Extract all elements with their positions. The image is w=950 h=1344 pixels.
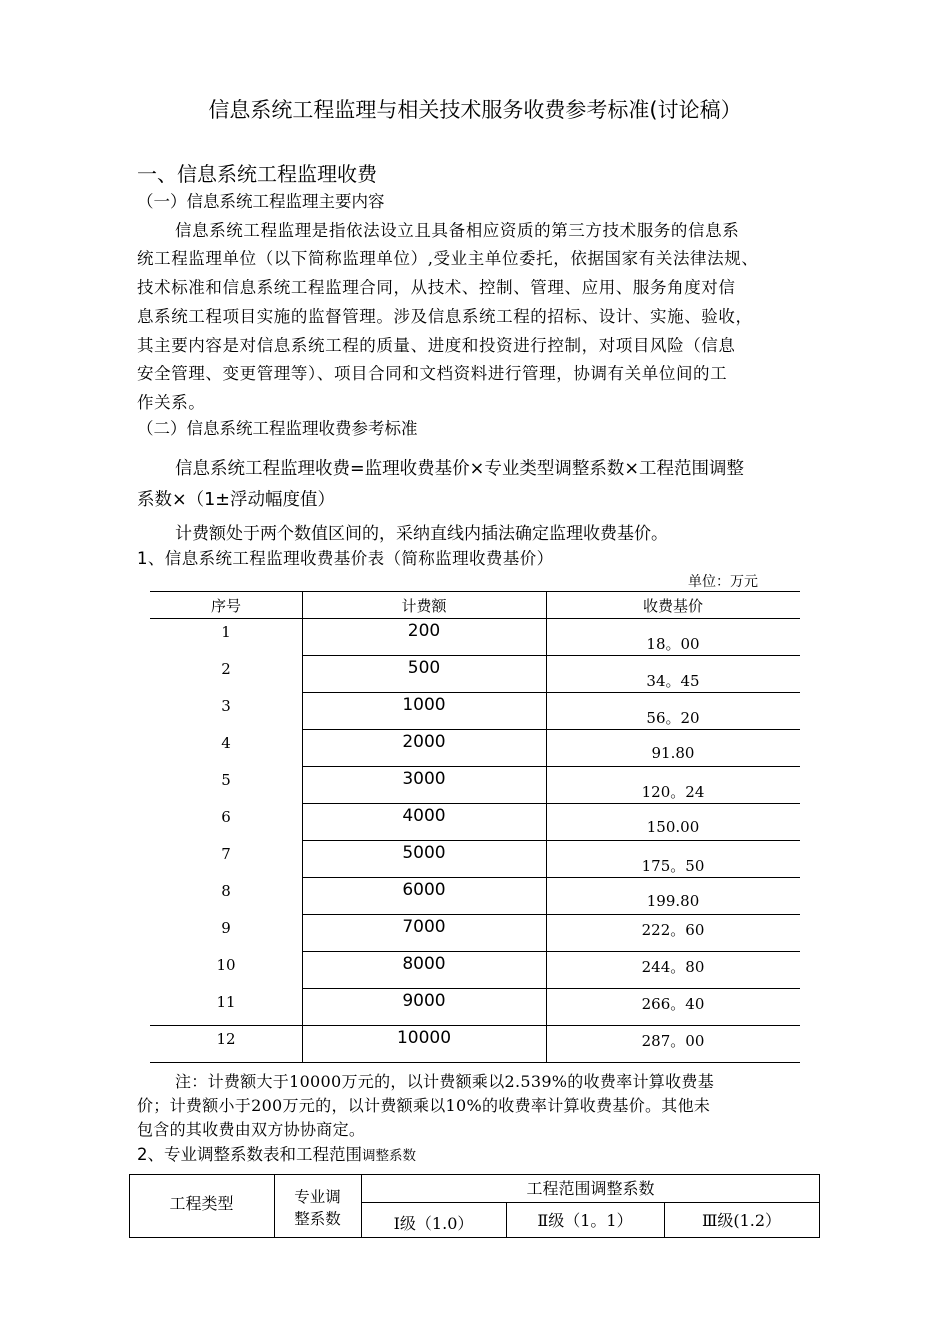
level-1: Ⅰ级（1.0） — [393, 1214, 474, 1233]
row-fee: 199.80 — [646, 892, 700, 910]
table-row — [150, 729, 800, 766]
table-row — [150, 877, 800, 914]
row-no: 3 — [221, 697, 231, 715]
row-fee: 244。80 — [641, 958, 705, 976]
col-prof-coef-1: 专业调 — [294, 1188, 341, 1206]
table2-caption — [137, 1141, 416, 1165]
row-no: 9 — [221, 919, 231, 937]
col-header-no: 序号 — [210, 597, 241, 615]
table-row — [150, 914, 800, 951]
level-2: Ⅱ级（1。1） — [537, 1211, 633, 1230]
table-row — [150, 951, 800, 988]
paragraph-line: 技术标准和信息系统工程监理合同，从技术、控制、管理、应用、服务角度对信 — [137, 278, 736, 297]
table2-caption-small: 调整系数 — [362, 1148, 416, 1164]
row-amount: 6000 — [402, 880, 446, 900]
row-fee: 150.00 — [646, 818, 700, 836]
paragraph-line: 信息系统工程监理是指依法设立且具备相应资质的第三方技术服务的信息系 — [175, 221, 740, 240]
row-amount: 9000 — [402, 991, 446, 1011]
col-header-amount: 计费额 — [401, 597, 447, 615]
table-row — [150, 692, 800, 729]
paragraph-line: 作关系。 — [137, 393, 206, 412]
row-no: 1 — [221, 623, 231, 641]
level-3: Ⅲ级(1.2） — [701, 1211, 782, 1230]
row-fee: 287。00 — [641, 1032, 705, 1050]
row-no: 2 — [221, 660, 231, 678]
row-amount: 2000 — [402, 732, 446, 752]
row-no: 10 — [216, 956, 236, 974]
paragraph-line: 安全管理、变更管理等）、项目合同和文档资料进行管理，协调有关单位间的工 — [137, 364, 728, 383]
table1-caption: 1、信息系统工程监理收费基价表（简称监理收费基价） — [137, 549, 554, 568]
col-range-coef: 工程范围调整系数 — [526, 1179, 655, 1198]
note-line: 包含的其收费由双方协协商定。 — [137, 1120, 366, 1139]
subsection-heading: （二）信息系统工程监理收费参考标准 — [137, 419, 418, 438]
table-row — [150, 655, 800, 692]
row-amount: 1000 — [402, 695, 446, 715]
page-title: 信息系统工程监理与相关技术服务收费参考标准(讨论稿） — [208, 98, 742, 122]
row-no: 12 — [216, 1030, 236, 1048]
row-fee: 91.80 — [651, 744, 695, 762]
table-row — [150, 840, 800, 877]
row-amount: 5000 — [402, 843, 446, 863]
row-amount: 10000 — [396, 1028, 452, 1048]
row-fee: 34。45 — [646, 672, 700, 690]
table2-caption-main: 2、专业调整系数表和工程范围 — [137, 1145, 362, 1164]
subsection-heading: （一）信息系统工程监理主要内容 — [137, 192, 385, 211]
row-fee: 266。40 — [641, 995, 705, 1013]
table-row — [150, 1025, 800, 1062]
adjustment-table — [129, 1174, 820, 1238]
paragraph-line: 息系统工程项目实施的监督管理。涉及信息系统工程的招标、设计、实施、验收， — [137, 307, 753, 326]
row-fee: 175。50 — [641, 857, 705, 875]
row-amount: 3000 — [402, 769, 446, 789]
col-prof-coef-2: 整系数 — [294, 1210, 341, 1228]
unit-label: 单位：万元 — [688, 574, 758, 590]
note-line: 注：计费额大于10000万元的，以计费额乘以2.539%的收费率计算收费基 — [175, 1072, 715, 1091]
row-amount: 200 — [407, 621, 441, 641]
table-row — [150, 766, 800, 803]
row-fee: 18。00 — [646, 635, 700, 653]
paragraph-line: 其主要内容是对信息系统工程的质量、进度和投资进行控制，对项目风险（信息 — [137, 336, 736, 355]
row-fee: 56。20 — [646, 709, 700, 727]
row-fee: 222。60 — [641, 921, 705, 939]
row-no: 8 — [221, 882, 231, 900]
row-no: 4 — [221, 734, 231, 752]
row-no: 7 — [221, 845, 231, 863]
interpolation-note: 计费额处于两个数值区间的，采纳直线内插法确定监理收费基价。 — [175, 524, 668, 544]
row-no: 6 — [221, 808, 231, 826]
col-engineering-type: 工程类型 — [169, 1194, 234, 1213]
formula-line: 系数×（1±浮动幅度值） — [137, 490, 335, 510]
row-amount: 7000 — [402, 917, 446, 937]
col-header-fee: 收费基价 — [642, 597, 703, 615]
note-line: 价；计费额小于200万元的，以计费额乘以10%的收费率计算收费基价。其他未 — [137, 1096, 711, 1115]
section-heading: 一、信息系统工程监理收费 — [137, 162, 377, 186]
fee-base-table — [150, 591, 800, 1063]
paragraph-line: 统工程监理单位（以下简称监理单位）,受业主单位委托，依据国家有关法律法规、 — [137, 249, 759, 268]
table-row — [150, 803, 800, 840]
table-row — [150, 618, 800, 655]
formula-line: 信息系统工程监理收费=监理收费基价×专业类型调整系数×工程范围调整 — [175, 459, 744, 479]
row-fee: 120。24 — [641, 783, 705, 801]
row-no: 5 — [221, 771, 231, 789]
row-no: 11 — [216, 993, 236, 1011]
row-amount: 4000 — [402, 806, 446, 826]
table-row — [150, 988, 800, 1025]
row-amount: 8000 — [402, 954, 446, 974]
row-amount: 500 — [407, 658, 441, 678]
